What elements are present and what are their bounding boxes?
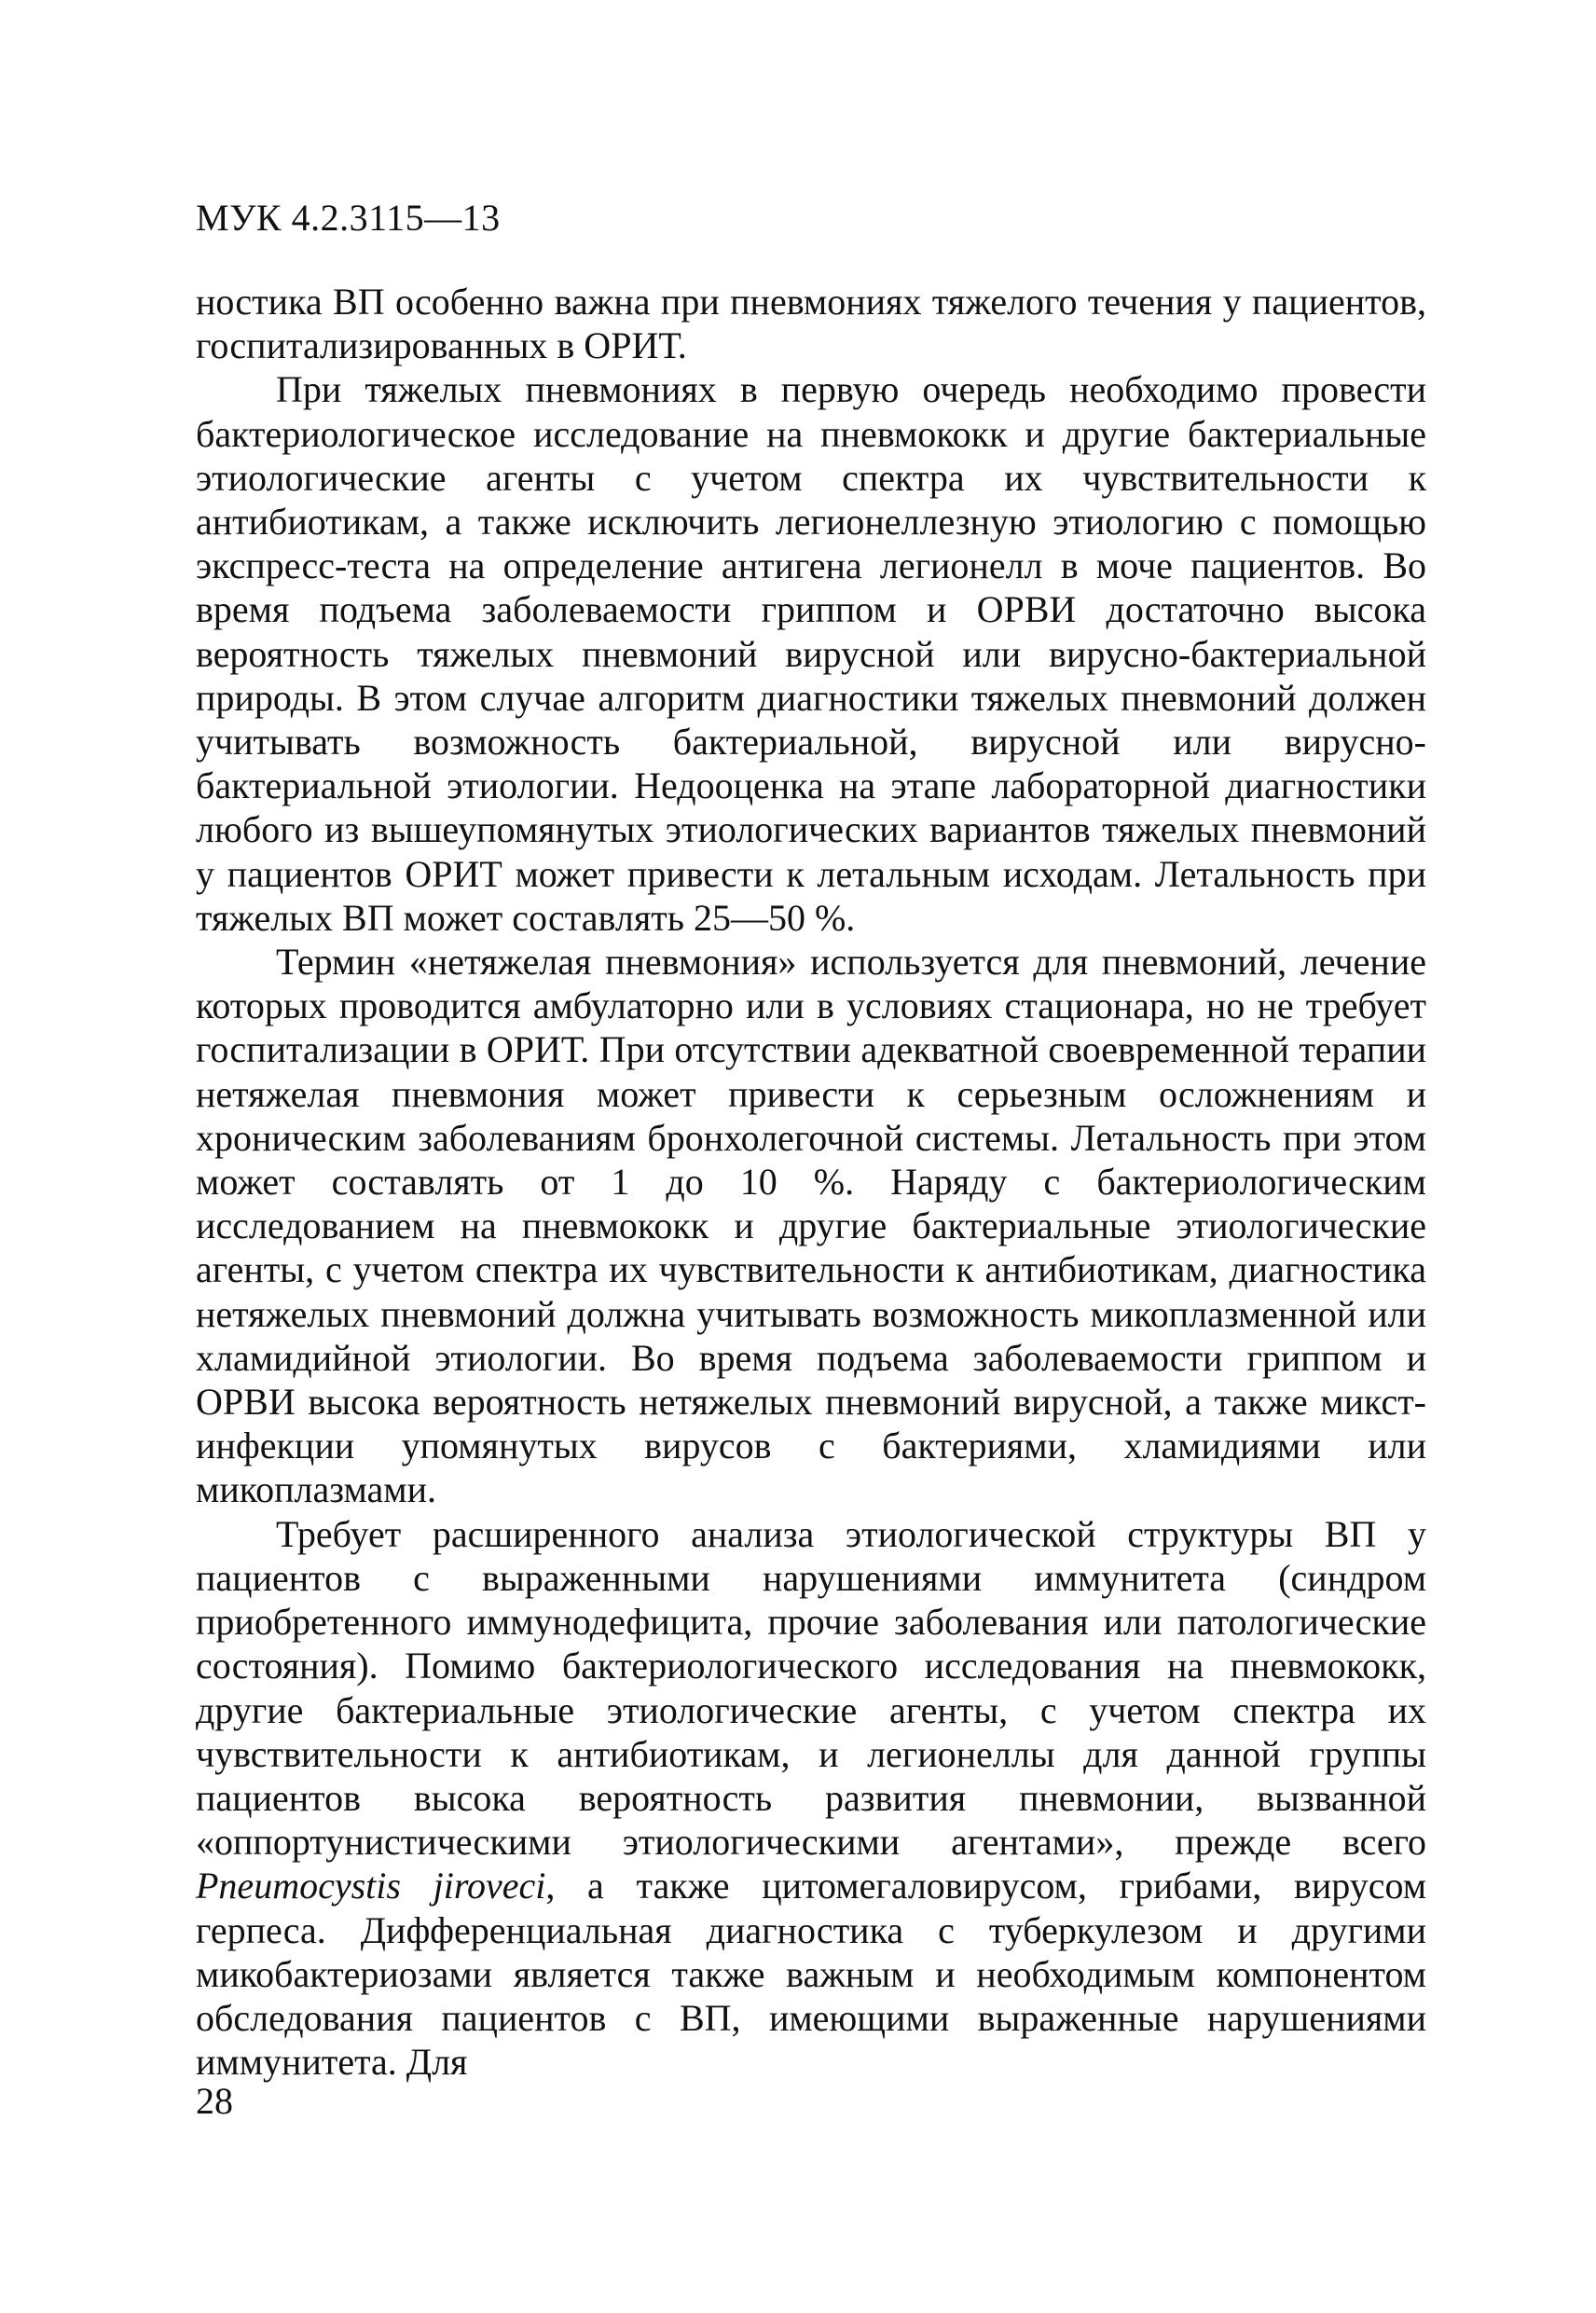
- paragraph-non-severe-pneumonia: Термин «нетяжелая пневмония» используется для пневмоний, лечение которых проводится амбулаторно или в условиях стационара, но не требует госпитализации в ОРИТ. При отсутствии адекватной своевременной терапии нетяжелая пневмония может привести к серьезным осложнениям и хроническим заболеваниям бронхолегочной системы. Летальность при этом может составлять от 1 до 10 %. Наряду с бактериологическим исследованием на пневмококк и другие бактериальные этиологические агенты, с учетом спектра их чувствительности к антибиотикам, диагностика нетяжелых пневмоний должна учитывать возможность микоплазменной или хламидийной этиологии. Во время подъема заболеваемости гриппом и ОРВИ высока вероятность нетяжелых пневмоний вирусной, а также микст-инфекции упомянутых вирусов с бактериями, хламидиями или микоплазмами.: [196, 941, 1426, 1511]
- body-text: [196, 280, 1426, 2084]
- paragraph-immunodeficiency: [196, 1512, 1426, 2085]
- paragraph-severe-pneumonia: При тяжелых пневмониях в первую очередь необходимо провести бактериологическое исследование на пневмококк и другие бактериальные этиологические агенты с учетом спектра их чувствительности к антибиотикам, а также исключить легионеллезную этиологию с помощью экспресс-теста на определение антигена легионелл в моче пациентов. Во время подъема заболеваемости гриппом и ОРВИ достаточно высока вероятность тяжелых пневмоний вирусной или вирусно-бактериальной природы. В этом случае алгоритм диагностики тяжелых пневмоний должен учитывать возможность бактериальной, вирусной или вирусно-бактериальной этиологии. Недооценка на этапе лабораторной диагностики любого из вышеупомянутых этиологических вариантов тяжелых пневмоний у пациентов ОРИТ может привести к летальным исходам. Летальность при тяжелых ВП может составлять 25—50 %.: [196, 368, 1426, 939]
- document-code-header: МУК 4.2.3115—13: [196, 197, 501, 239]
- pathogen-name-italic: Pneumocystis jiroveci: [196, 1865, 546, 1907]
- paragraph-immunodeficiency-part-2: , а также цитомегаловирусом, грибами, вирусом герпеса. Дифференциальная диагностика с туберкулезом и другими микобактериозами является также важным и необходимым компонентом обследования пациентов с ВП, имеющими выраженные нарушениями иммунитета. Для: [196, 1865, 1427, 2084]
- page-number: 28: [196, 2080, 233, 2122]
- paragraph-immunodeficiency-part-1: Требует расширенного анализа этиологической структуры ВП у пациентов с выраженными нарушениями иммунитета (синдром приобретенного иммунодефицита, прочие заболевания или патологические состояния). Помимо бактериологического исследования на пневмококк, другие бактериальные этиологические агенты, с учетом спектра их чувствительности к антибиотикам, и легионеллы для данной группы пациентов высока вероятность развития пневмонии, вызванной «оппортунистическими этиологическими агентами», прежде всего: [196, 1512, 1426, 1864]
- paragraph-continuation: ностика ВП особенно важна при пневмониях тяжелого течения у пациентов, госпитализированных в ОРИТ.: [196, 281, 1426, 367]
